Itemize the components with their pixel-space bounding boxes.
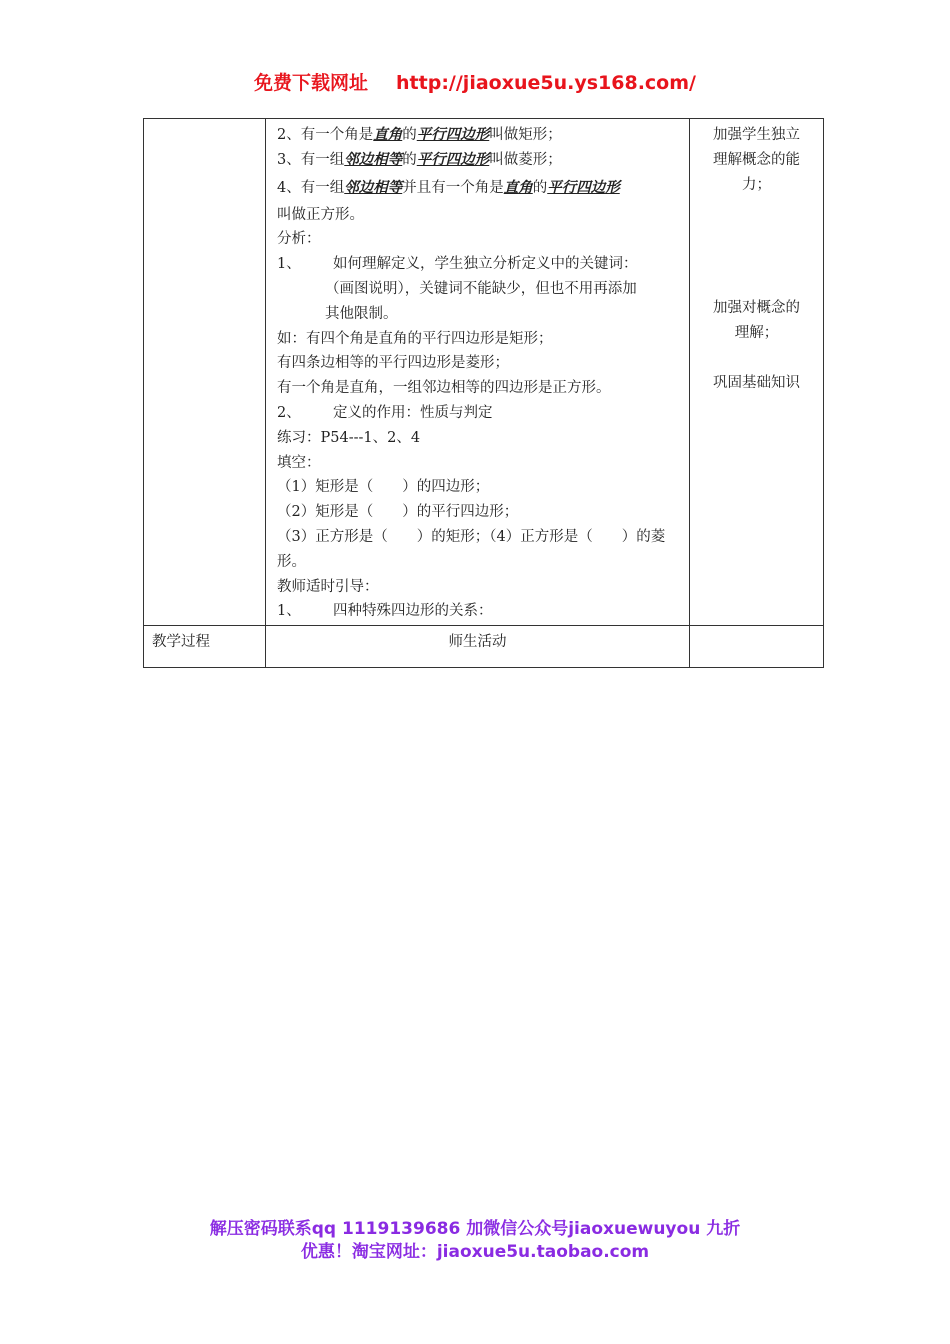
notes-cell bbox=[690, 119, 824, 626]
fill-item-3-end: 形。 bbox=[277, 553, 306, 570]
analysis-title: 分析： bbox=[277, 231, 321, 248]
analysis-item-2: 2、 定义的作用：性质与判定 bbox=[277, 404, 493, 421]
example-square: 有一个角是直角，一组邻边相等的四边形是正方形。 bbox=[277, 380, 611, 397]
lesson-content-cell bbox=[266, 119, 690, 626]
analysis-item-1: 1、 如何理解定义，学生独立分析定义中的关键词： bbox=[277, 256, 638, 273]
note-2-line-2: 理解； bbox=[734, 325, 779, 342]
definition-square-end: 叫做正方形。 bbox=[277, 206, 364, 223]
empty-notes-cell bbox=[690, 626, 824, 668]
definition-rectangle: 2、有一个角是直角的平行四边形叫做矩形； bbox=[277, 126, 562, 143]
activity-label: 师生活动 bbox=[266, 626, 690, 668]
analysis-item-1-cont: （画图说明），关键词不能缺少，但也不用再添加 bbox=[325, 280, 637, 297]
header-label: 免费下载网址 bbox=[254, 72, 369, 94]
page-header bbox=[0, 68, 950, 95]
practice-line: 练习：P54---1、2、4 bbox=[277, 429, 421, 446]
note-1-line-2: 理解概念的能 bbox=[713, 151, 800, 168]
fill-item-2: （2）矩形是（ ）的平行四边形； bbox=[277, 504, 519, 521]
fill-item-3: （3）正方形是（ ）的矩形；（4）正方形是（ ）的菱 bbox=[277, 528, 666, 545]
note-1-line-1: 加强学生独立 bbox=[713, 127, 800, 143]
fill-title: 填空： bbox=[277, 454, 321, 471]
empty-label-cell bbox=[144, 119, 266, 626]
footer-line-2: 优惠！淘宝网址：jiaoxue5u.taobao.com bbox=[300, 1242, 650, 1262]
page-footer bbox=[0, 1218, 950, 1264]
example-rectangle: 如：有四个角是直角的平行四边形是矩形； bbox=[277, 330, 553, 347]
note-1-line-3: 力； bbox=[742, 176, 771, 193]
definition-rhombus: 3、有一组邻边相等的平行四边形叫做菱形； bbox=[277, 150, 562, 168]
footer-line-1: 解压密码联系qq 1119139686 加微信公众号jiaoxuewuyou 九折 bbox=[209, 1219, 741, 1239]
guide-title: 教师适时引导： bbox=[277, 578, 379, 595]
analysis-item-1-cont2: 其他限制。 bbox=[325, 305, 398, 322]
fill-item-1: （1）矩形是（ ）的四边形； bbox=[277, 479, 490, 496]
guide-item-1: 1、 四种特殊四边形的关系： bbox=[277, 603, 493, 620]
process-row bbox=[144, 626, 824, 668]
header-url[interactable]: http://jiaoxue5u.ys168.com/ bbox=[396, 72, 696, 94]
definition-square: 4、有一组邻边相等并且有一个角是直角的平行四边形 bbox=[277, 178, 620, 196]
note-3: 巩固基础知识 bbox=[713, 374, 800, 391]
lesson-table bbox=[143, 118, 824, 668]
content-row bbox=[144, 119, 824, 626]
note-2-line-1: 加强对概念的 bbox=[713, 300, 800, 317]
process-label: 教学过程 bbox=[144, 626, 266, 668]
example-rhombus: 有四条边相等的平行四边形是菱形； bbox=[277, 355, 509, 372]
